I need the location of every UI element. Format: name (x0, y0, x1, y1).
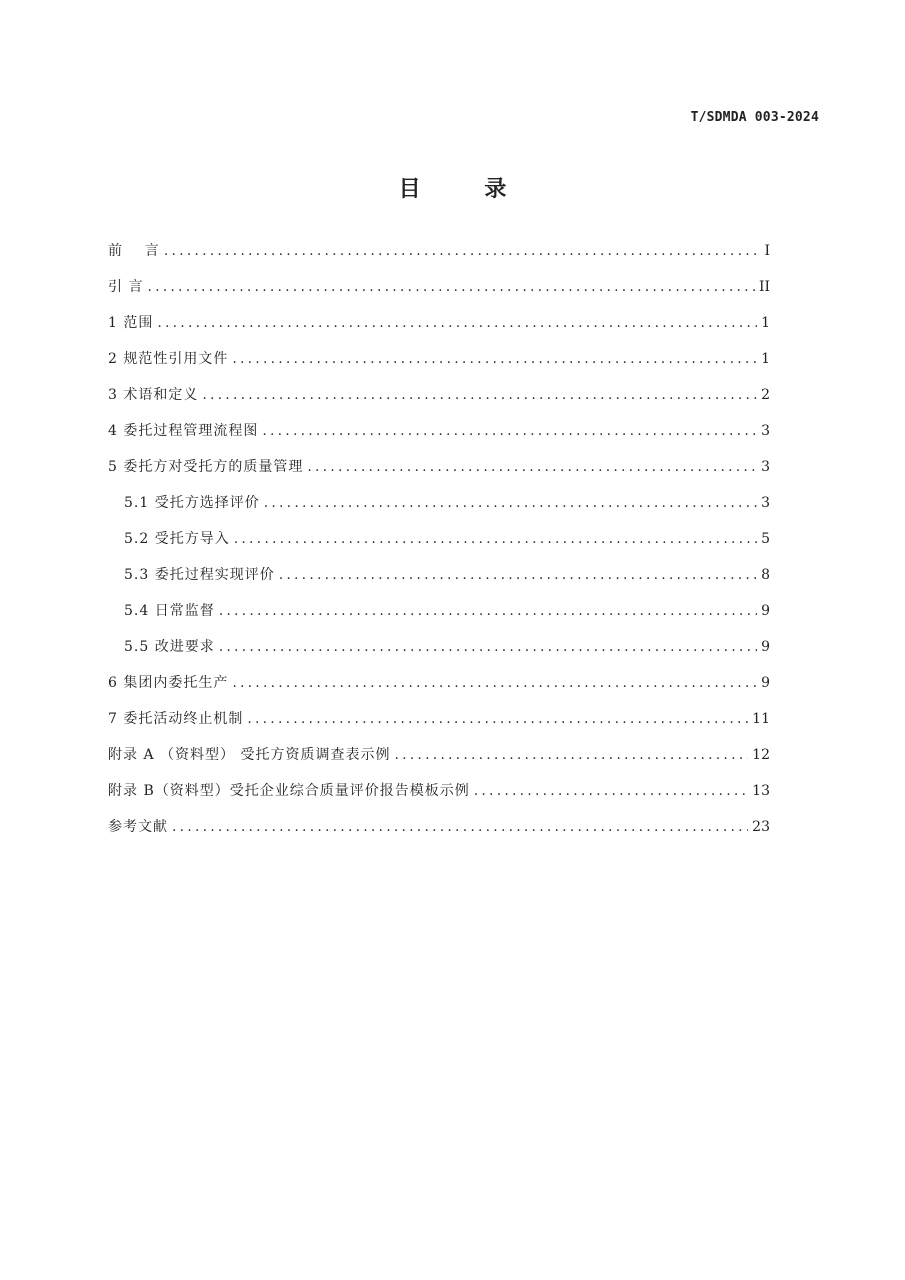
toc-entry-appendix-b[interactable] (108, 780, 770, 816)
toc-leader-dots (172, 819, 748, 835)
toc-entry-page: 1 (761, 315, 770, 331)
toc-entry-label: 参考文献 (108, 819, 168, 835)
toc-entry-page: 5 (761, 531, 770, 547)
toc-entry-5-5[interactable] (108, 636, 770, 672)
toc-leader-dots (147, 279, 754, 295)
toc-leader-dots (474, 783, 748, 799)
toc-entry-foreword[interactable] (108, 240, 770, 276)
toc-entry-scope[interactable] (108, 312, 770, 348)
toc-leader-dots (164, 243, 761, 259)
table-of-contents (108, 240, 770, 852)
toc-leader-dots (264, 495, 757, 511)
toc-leader-dots (157, 315, 757, 331)
toc-leader-dots (232, 351, 757, 367)
toc-entry-5-4[interactable] (108, 600, 770, 636)
toc-leader-dots (219, 603, 757, 619)
toc-entry-label: 5.5 改进要求 (124, 639, 215, 655)
toc-entry-terms-definitions[interactable] (108, 384, 770, 420)
toc-entry-termination[interactable] (108, 708, 770, 744)
toc-leader-dots (247, 711, 748, 727)
toc-entry-page: 1 (761, 351, 770, 367)
toc-leader-dots (394, 747, 748, 763)
toc-entry-label: 5.3 委托过程实现评价 (124, 567, 275, 583)
toc-leader-dots (202, 387, 757, 403)
toc-entry-page: 12 (752, 747, 770, 763)
toc-entry-page: 3 (761, 423, 770, 439)
toc-entry-5-1[interactable] (108, 492, 770, 528)
toc-entry-label: 3 术语和定义 (108, 387, 199, 403)
toc-entry-page: 13 (752, 783, 770, 799)
toc-entry-label: 6 集团内委托生产 (108, 675, 229, 691)
toc-leader-dots (234, 531, 757, 547)
toc-entry-label: 附录 A （资料型） 受托方资质调查表示例 (108, 747, 391, 763)
toc-entry-label: 4 委托过程管理流程图 (108, 423, 259, 439)
toc-leader-dots (219, 639, 757, 655)
toc-entry-5-3[interactable] (108, 564, 770, 600)
toc-entry-page: 9 (761, 639, 770, 655)
toc-title: 目 录 (398, 177, 535, 202)
toc-entry-bibliography[interactable] (108, 816, 770, 852)
toc-entry-label: 5.4 日常监督 (124, 603, 215, 619)
toc-entry-label: 附录 B（资料型）受托企业综合质量评价报告模板示例 (108, 783, 470, 799)
toc-entry-5-2[interactable] (108, 528, 770, 564)
toc-entry-normative-references[interactable] (108, 348, 770, 384)
toc-entry-page: 23 (752, 819, 770, 835)
toc-entry-quality-management[interactable] (108, 456, 770, 492)
toc-entry-page: 9 (761, 675, 770, 691)
toc-leader-dots (307, 459, 757, 475)
toc-entry-page: 2 (761, 387, 770, 403)
toc-leader-dots (279, 567, 757, 583)
toc-entry-page: 11 (752, 711, 770, 727)
toc-entry-label: 引 言 (108, 279, 144, 295)
toc-entry-label: 7 委托活动终止机制 (108, 711, 244, 727)
toc-entry-appendix-a[interactable] (108, 744, 770, 780)
toc-entry-page: 8 (761, 567, 770, 583)
toc-entry-page: 3 (761, 495, 770, 511)
toc-entry-label: 2 规范性引用文件 (108, 351, 229, 367)
toc-entry-label: 1 范围 (108, 315, 154, 331)
toc-entry-label: 5.1 受托方选择评价 (124, 495, 260, 511)
toc-entry-introduction[interactable] (108, 276, 770, 312)
toc-entry-group-production[interactable] (108, 672, 770, 708)
toc-entry-page: 3 (761, 459, 770, 475)
toc-entry-page: I (764, 243, 770, 259)
toc-entry-label: 前 言 (108, 243, 160, 259)
document-code: T/SDMDA 003-2024 (690, 110, 819, 125)
toc-entry-flowchart[interactable] (108, 420, 770, 456)
toc-leader-dots (262, 423, 757, 439)
toc-entry-label: 5.2 受托方导入 (124, 531, 230, 547)
toc-entry-page: II (758, 279, 770, 295)
toc-leader-dots (232, 675, 757, 691)
toc-entry-page: 9 (761, 603, 770, 619)
toc-entry-label: 5 委托方对受托方的质量管理 (108, 459, 304, 475)
